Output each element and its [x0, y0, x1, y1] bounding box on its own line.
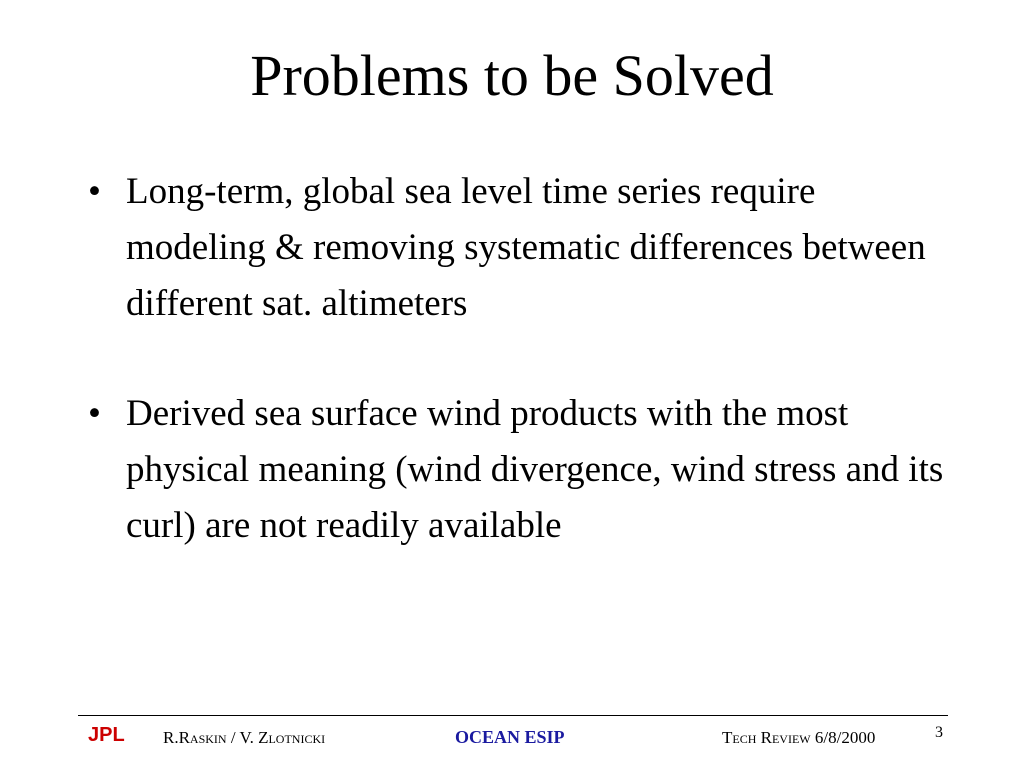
page-number: 3 [935, 724, 943, 741]
bullet-item-2 [88, 386, 948, 554]
footer-divider [78, 715, 948, 716]
bullet-text-2: Derived sea surface wind products with the most physical meaning (wind divergence, wind stress and its curl) are not readily available [126, 393, 944, 546]
bullet-marker-icon: • [88, 171, 101, 212]
bullet-item-1 [88, 164, 948, 332]
footer-event: Tech Review 6/8/2000 [722, 728, 876, 747]
bullet-list [88, 164, 948, 608]
footer [0, 722, 1024, 756]
bullet-marker-icon: • [88, 393, 101, 434]
slide-title: Problems to be Solved [250, 43, 774, 108]
bullet-text-1: Long-term, global sea level time series require modeling & removing systematic differences between different sat. altimeters [126, 171, 926, 324]
jpl-logo: JPL [88, 724, 125, 746]
footer-project: OCEAN ESIP [455, 727, 565, 747]
footer-authors: R.Raskin / V. Zlotnicki [163, 728, 326, 747]
